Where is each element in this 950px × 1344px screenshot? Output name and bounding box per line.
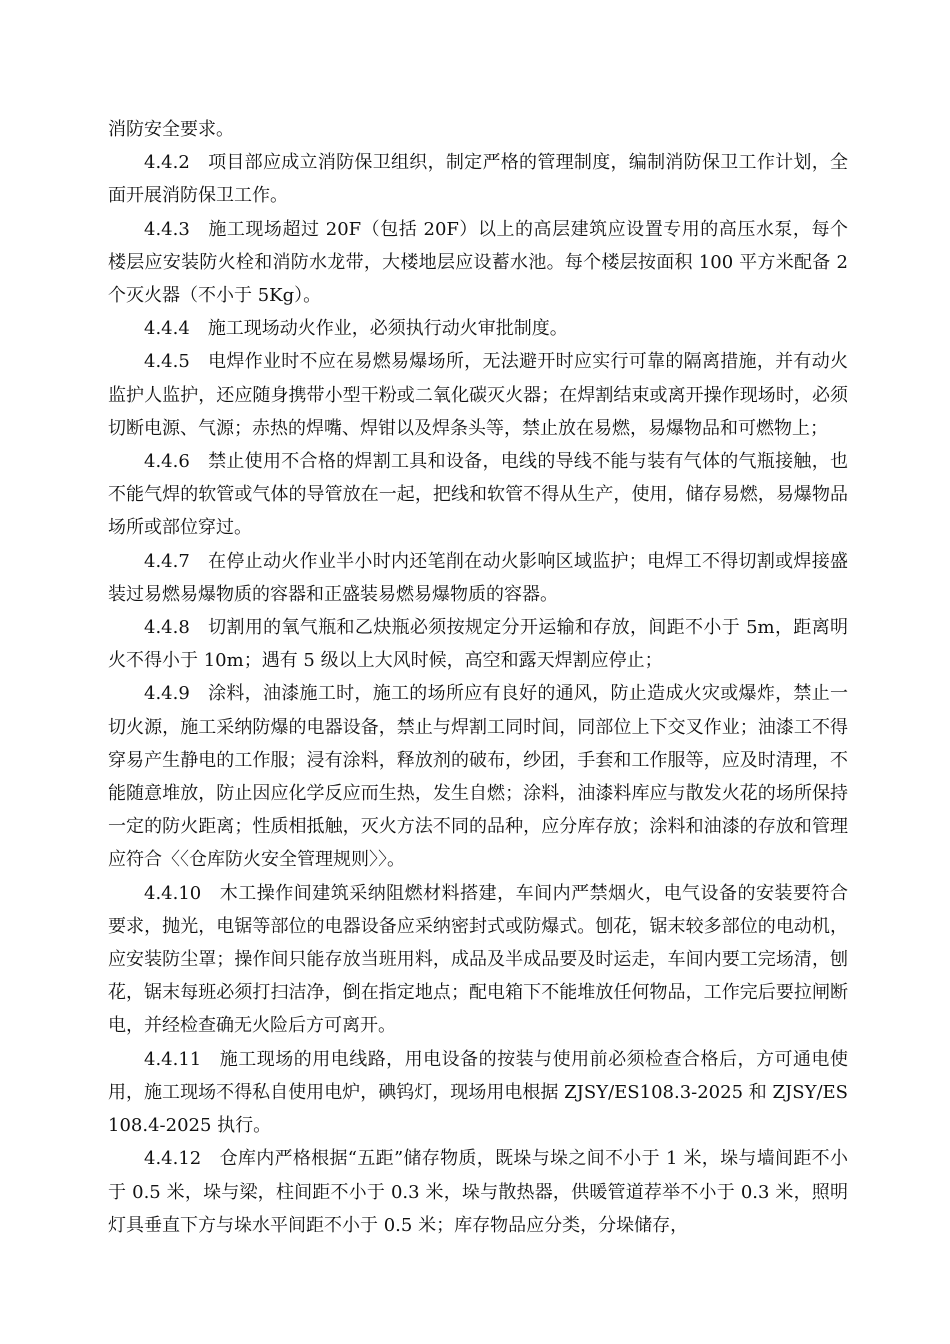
clause-4-4-3 xyxy=(108,213,848,313)
clause-text: 切割用的氧气瓶和乙炔瓶必须按规定分开运输和存放，间距不小于 5m，距离明火不得小于 10m；遇有 5 级以上大风时候，高空和露天焊割应停止； xyxy=(108,617,848,672)
clause-number: 4.4.7 xyxy=(144,550,190,572)
clause-number: 4.4.6 xyxy=(144,451,190,473)
clause-text: 木工操作间建筑采纳阻燃材料搭建，车间内严禁烟火，电气设备的安装要符合要求，抛光，电锯等部位的电器设备应采纳密封式或防爆式。刨花，锯末较多部位的电动机，应安装防尘罩；操作间只能存放当班用料，成品及半成品要及时运走，车间内要工完场清，刨花，锯末每班必须打扫洁净，倒在指定地点；配电箱下不能堆放任何物品，工作完后要拉闸断电，并经检查确无火险后方可离开。 xyxy=(108,882,848,1037)
clause-4-4-12 xyxy=(108,1142,848,1242)
clause-number: 4.4.10 xyxy=(144,882,202,904)
clause-number: 4.4.3 xyxy=(144,218,190,240)
clause-text: 禁止使用不合格的焊割工具和设备，电线的导线不能与装有气体的气瓶接触，也不能气焊的软管或气体的导管放在一起，把线和软管不得从生产，使用，储存易燃，易爆物品场所或部位穿过。 xyxy=(108,451,848,539)
clause-4-4-6 xyxy=(108,445,848,545)
clause-number: 4.4.5 xyxy=(144,351,190,373)
clause-number: 4.4.11 xyxy=(144,1048,202,1070)
clause-number: 4.4.2 xyxy=(144,152,190,174)
clause-text: 电焊作业时不应在易燃易爆场所，无法避开时应实行可靠的隔离措施，并有动火监护人监护，还应随身携带小型干粉或二氧化碳灭火器；在焊割结束或离开操作现场时，必须切断电源、气源；赤热的焊嘴、焊钳以及焊条头等，禁止放在易燃，易爆物品和可燃物上； xyxy=(108,351,848,439)
clause-number: 4.4.12 xyxy=(144,1148,202,1170)
clause-number: 4.4.8 xyxy=(144,617,190,639)
clause-text: 项目部应成立消防保卫组织，制定严格的管理制度，编制消防保卫工作计划，全面开展消防保卫工作。 xyxy=(108,152,848,207)
clause-text: 在停止动火作业半小时内还笔削在动火影响区域监护；电焊工不得切割或焊接盛装过易燃易爆物质的容器和正盛装易燃易爆物质的容器。 xyxy=(108,550,848,605)
clause-text: 涂料，油漆施工时，施工的场所应有良好的通风，防止造成火灾或爆炸，禁止一切火源，施工采纳防爆的电器设备，禁止与焊割工同时间，同部位上下交叉作业；油漆工不得穿易产生静电的工作服；浸有涂料，释放剂的破布，纱团，手套和工作服等，应及时清理，不能随意堆放，防止因应化学反应而生热，发生自燃；涂料，油漆料库应与散发火花的场所保持一定的防火距离；性质相抵触，灭火方法不同的品种，应分库存放；涂料和油漆的存放和管理应符合〈〈仓库防火安全管理规则〉〉。 xyxy=(108,683,848,871)
clause-number: 4.4.4 xyxy=(144,318,190,340)
clause-4-4-5 xyxy=(108,345,848,445)
clause-4-4-7 xyxy=(108,545,848,611)
clause-4-4-11 xyxy=(108,1043,848,1143)
clause-4-4-2 xyxy=(108,146,848,212)
paragraph-continuation xyxy=(108,113,848,146)
clause-4-4-4 xyxy=(108,312,848,345)
clause-text: 施工现场的用电线路，用电设备的按装与使用前必须检查合格后，方可通电使用，施工现场不得私自使用电炉，碘钨灯，现场用电根据 ZJSY/ES108.3-2025 和 ZJSY/ES108.4-2025 执行。 xyxy=(108,1048,848,1137)
clause-4-4-10 xyxy=(108,877,848,1043)
clause-4-4-8 xyxy=(108,611,848,677)
clause-number: 4.4.9 xyxy=(144,683,190,705)
clause-text: 施工现场超过 20F（包括 20F）以上的高层建筑应设置专用的高压水泵，每个楼层应安装防火栓和消防水龙带，大楼地层应设蓄水池。每个楼层按面积 100 平方米配备 2 个灭火器（不小于 5Kg）。 xyxy=(108,218,848,307)
document-page xyxy=(108,113,848,1242)
clause-text: 施工现场动火作业，必须执行动火审批制度。 xyxy=(207,318,568,340)
clause-text: 仓库内严格根据“五距”储存物质，既垛与垛之间不小于 1 米，垛与墙间距不小于 0.5 米，垛与梁，柱间距不小于 0.3 米，垛与散热器，供暖管道荐举不小于 0.3 米，照明灯具垂直下方与垛水平间距不小于 0.5 米；库存物品应分类，分垛储存， xyxy=(108,1148,848,1236)
clause-4-4-9 xyxy=(108,677,848,876)
paragraph-text: 消防安全要求。 xyxy=(108,119,234,140)
